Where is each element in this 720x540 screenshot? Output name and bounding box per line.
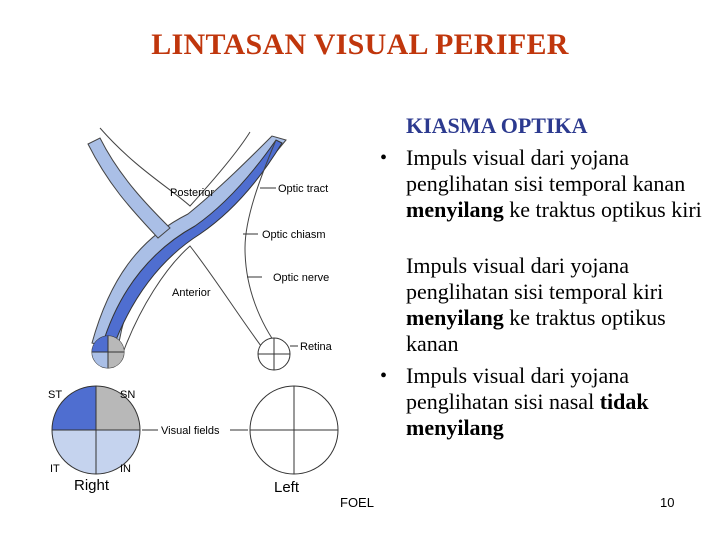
bullet-3-text: Impuls visual dari yojana penglihatan sisi nasal bbox=[406, 363, 630, 414]
slide-title: LINTASAN VISUAL PERIFER bbox=[151, 28, 569, 61]
bullet-marker-3: • bbox=[380, 365, 388, 387]
visual-fields-label: Visual fields bbox=[161, 425, 220, 437]
crossing-fiber bbox=[102, 140, 282, 350]
optic-tract-label: Optic tract bbox=[278, 183, 329, 195]
eye-left-label: Left bbox=[274, 479, 300, 496]
bullet-marker-1: • bbox=[380, 147, 388, 169]
anterior-label: Anterior bbox=[172, 287, 211, 299]
bullet-3-bold: tidak menyilang bbox=[406, 389, 649, 440]
optic-tract-band-left bbox=[88, 138, 170, 238]
optic-nerve-label: Optic nerve bbox=[273, 272, 330, 284]
footer-author: FOEL bbox=[340, 495, 374, 510]
quadrant-in-label: IN bbox=[120, 463, 131, 475]
bullet-2-bold: menyilang bbox=[406, 305, 504, 330]
bullet-1-end: ke traktus optikus kiri bbox=[503, 197, 702, 222]
bullet-1-bold: menyilang bbox=[406, 197, 504, 222]
bullet-2-end: ke traktus optikus kanan bbox=[406, 305, 666, 356]
quadrant-sn-label: SN bbox=[120, 389, 136, 401]
optic-pathway-figure bbox=[40, 118, 360, 498]
page-number: 10 bbox=[660, 495, 675, 510]
visual-field-left bbox=[250, 386, 338, 474]
retina-right bbox=[92, 336, 124, 368]
bullet-2-text: Impuls visual dari yojana penglihatan sisi temporal kiri bbox=[406, 253, 664, 304]
bullet-1 bbox=[406, 145, 706, 223]
bullet-1-text: Impuls visual dari yojana penglihatan sisi temporal kanan bbox=[406, 145, 686, 196]
retina-label: Retina bbox=[300, 341, 332, 353]
eye-right-label: Right bbox=[74, 477, 110, 494]
quadrant-st-label: ST bbox=[48, 389, 63, 401]
retina-left bbox=[258, 338, 290, 370]
bullet-2 bbox=[406, 253, 706, 357]
subheading: KIASMA OPTIKA bbox=[406, 113, 588, 138]
optic-chiasm-label: Optic chiasm bbox=[262, 229, 326, 241]
quadrant-it-label: IT bbox=[50, 463, 60, 475]
bullet-3 bbox=[406, 363, 706, 441]
posterior-label: Posterior bbox=[170, 187, 215, 199]
optic-pathway-diagram bbox=[40, 118, 360, 498]
